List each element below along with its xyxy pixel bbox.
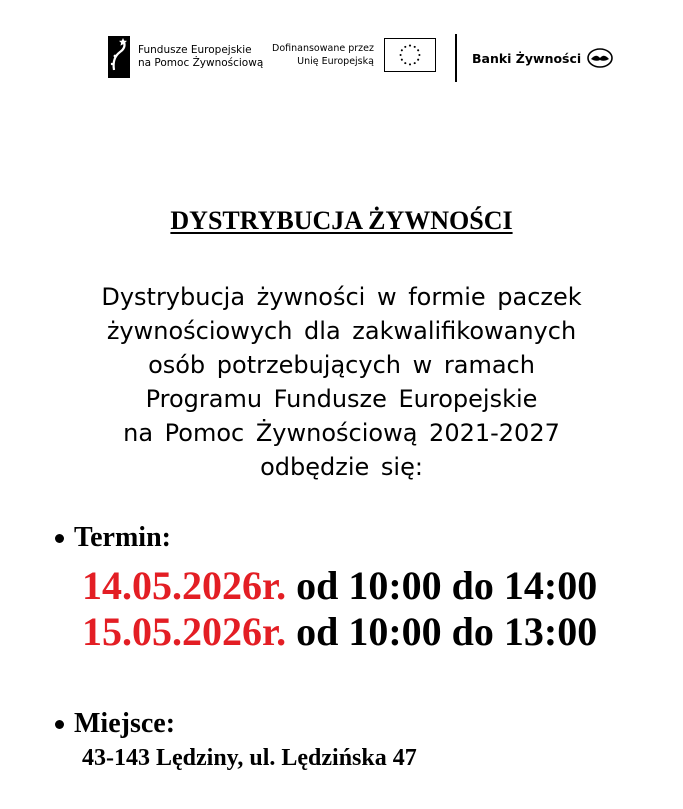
eu-star-icon — [414, 62, 416, 64]
miejsce-label: Miejsce: — [74, 708, 176, 739]
date-line-1 — [82, 562, 597, 609]
intro-line: Dystrybucja żywności w formie paczek — [101, 283, 582, 311]
eu-star-icon — [404, 62, 406, 64]
time-range-2: od 10:00 do 13:00 — [286, 609, 598, 654]
eu-star-icon — [401, 59, 403, 61]
fe-logo-icon — [108, 36, 130, 78]
termin-label: Termin: — [74, 522, 171, 553]
banki-zywnosci-logo — [472, 48, 613, 68]
intro-line: żywnościowych dla zakwalifikowanych — [106, 317, 577, 345]
intro-line: na Pomoc Żywnościową 2021-2027 — [123, 419, 560, 447]
eu-star-icon — [418, 54, 420, 56]
eu-star-icon — [401, 49, 403, 51]
logo-bar — [0, 30, 683, 86]
eu-star-icon — [409, 45, 411, 47]
termin-heading — [55, 522, 171, 554]
intro-line: osób potrzebujących w ramach — [148, 351, 535, 379]
intro-line: Programu Fundusze Europejskie — [145, 385, 538, 413]
fe-logo — [108, 35, 263, 79]
eu-star-icon — [409, 63, 411, 65]
eu-star-icon — [404, 46, 406, 48]
eu-logo-line2: Unię Europejską — [297, 56, 374, 67]
fe-logo-text — [138, 44, 263, 70]
date-line-2 — [82, 608, 597, 655]
banki-zywnosci-label: Banki Żywności — [472, 50, 582, 66]
miejsce-heading — [55, 708, 175, 740]
eu-star-icon — [400, 54, 402, 56]
eu-star-icon — [417, 49, 419, 51]
eu-logo — [272, 38, 436, 72]
fe-logo-line2: na Pomoc Żywnościową — [138, 57, 264, 69]
page-title: DYSTRYBUCJA ŻYWNOŚCI — [170, 206, 513, 235]
intro-line: odbędzie się: — [260, 453, 423, 481]
eu-logo-text — [272, 42, 374, 68]
eu-star-icon — [414, 46, 416, 48]
banki-zywnosci-icon — [587, 48, 613, 68]
intro-text — [30, 280, 653, 484]
date-2: 15.05.2026r. — [82, 609, 287, 654]
bullet-icon — [55, 534, 64, 543]
time-range-1: od 10:00 do 14:00 — [286, 563, 598, 608]
eu-star-icon — [417, 59, 419, 61]
bullet-icon — [55, 720, 64, 729]
eu-flag-icon — [384, 38, 436, 72]
eu-logo-line1: Dofinansowane przez — [272, 43, 374, 54]
date-1: 14.05.2026r. — [82, 563, 287, 608]
logo-divider — [455, 34, 457, 82]
fe-logo-line1: Fundusze Europejskie — [138, 44, 252, 56]
address-text: 43-143 Lędziny, ul. Lędzińska 47 — [82, 745, 417, 771]
